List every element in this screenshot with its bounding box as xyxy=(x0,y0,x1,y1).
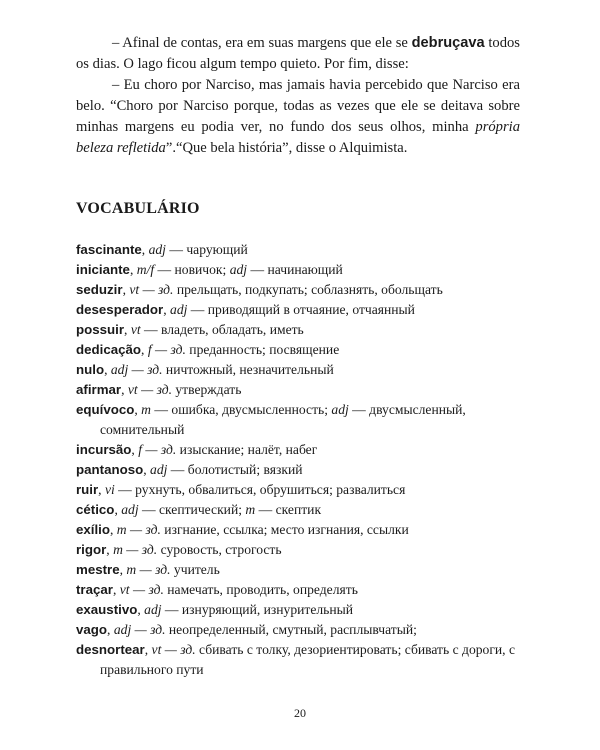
vocabulary-entry xyxy=(76,640,526,680)
vocabulary-entry xyxy=(76,380,526,400)
vocabulary-list xyxy=(76,240,526,680)
section-title: VOCABULÁRIO xyxy=(76,200,200,217)
vocabulary-entry xyxy=(76,300,526,320)
vocab-definition: — рухнуть, обвалиться, обрушиться; развалиться xyxy=(114,482,406,497)
vocab-definition: сбивать с толку, дезориентировать; сбивать с дороги, с правильного пути xyxy=(100,642,516,677)
vocabulary-entry xyxy=(76,460,526,480)
vocab-separator: , xyxy=(119,562,127,577)
vocab-definition: суровость, строгость xyxy=(157,542,282,557)
vocab-separator: , xyxy=(107,622,114,637)
vocab-separator: , xyxy=(141,342,148,357)
vocab-definition: — владеть, обладать, иметь xyxy=(140,322,304,337)
vocab-separator: , xyxy=(112,582,120,597)
vocab-grammar: m xyxy=(245,502,256,517)
vocab-separator: , xyxy=(110,522,117,537)
vocab-grammar: vt — зд. xyxy=(129,282,174,297)
vocabulary-entry xyxy=(76,500,526,520)
intro-paragraph-2 xyxy=(76,75,520,159)
vocab-definition: — новичок; xyxy=(154,262,230,277)
vocab-term: desesperador xyxy=(76,302,164,317)
vocab-term: fascinante xyxy=(76,242,142,257)
vocabulary-entry xyxy=(76,320,526,340)
vocab-grammar: m/f xyxy=(136,262,155,277)
vocabulary-entry xyxy=(76,400,526,440)
vocab-term: ruir xyxy=(76,482,99,497)
vocab-separator: , xyxy=(121,382,128,397)
vocab-grammar: m — зд. xyxy=(116,522,161,537)
intro-p1-text: – Afinal de contas, era em suas margens que ele se xyxy=(112,35,412,51)
vocab-grammar: vt — зд. xyxy=(127,382,172,397)
intro-p2-italic: própria beleza refletida xyxy=(76,119,520,156)
vocab-term: seduzir xyxy=(76,282,123,297)
vocab-term: equívoco xyxy=(76,402,135,417)
vocab-grammar: vi xyxy=(104,482,115,497)
vocabulary-entry xyxy=(76,340,526,360)
vocab-grammar: f — зд. xyxy=(147,342,186,357)
vocabulary-entry xyxy=(76,580,526,600)
vocabulary-entry xyxy=(76,600,526,620)
vocab-term: afirmar xyxy=(76,382,122,397)
vocab-separator: , xyxy=(124,322,131,337)
vocab-grammar: adj xyxy=(148,242,166,257)
vocab-definition: неопределенный, смутный, расплывчатый; xyxy=(165,622,417,637)
vocab-term: desnortear xyxy=(76,642,145,657)
intro-text xyxy=(76,33,520,159)
vocabulary-entry xyxy=(76,440,526,460)
vocab-grammar: adj xyxy=(229,262,248,277)
vocab-grammar: f — зд. xyxy=(138,442,177,457)
vocab-grammar: adj — зд. xyxy=(110,362,163,377)
vocabulary-entry xyxy=(76,520,526,540)
vocab-grammar: adj xyxy=(170,302,188,317)
vocab-separator: , xyxy=(143,462,151,477)
vocab-separator: , xyxy=(122,282,130,297)
vocab-separator: , xyxy=(129,262,137,277)
vocab-term: dedicação xyxy=(76,342,142,357)
intro-p1-bold-word: debruçava xyxy=(411,35,485,51)
vocab-grammar: m xyxy=(141,402,151,417)
page-number: 20 xyxy=(294,706,306,720)
vocab-definition: — чарующий xyxy=(165,242,248,257)
vocab-grammar: vt — зд. xyxy=(151,642,196,657)
vocab-grammar: vt xyxy=(130,322,141,337)
intro-p2-text-end: ”.“Que bela história”, disse o Alquimista. xyxy=(165,140,408,156)
vocab-separator: , xyxy=(137,602,145,617)
vocab-definition: преданность; посвящение xyxy=(185,342,340,357)
vocab-term: iniciante xyxy=(76,262,130,277)
vocab-definition: — двусмысленный, сомнительный xyxy=(100,402,466,437)
vocab-definition: — скептик xyxy=(255,502,322,517)
vocab-definition: изыскание; налёт, набег xyxy=(176,442,318,457)
vocab-grammar: m — зд. xyxy=(126,562,171,577)
vocab-term: vago xyxy=(76,622,108,637)
vocabulary-entry xyxy=(76,540,526,560)
vocab-separator: , xyxy=(98,482,105,497)
vocab-definition: намечать, проводить, определять xyxy=(163,582,358,597)
vocab-grammar: vt — зд. xyxy=(119,582,164,597)
vocab-definition: учитель xyxy=(170,562,220,577)
vocab-separator: , xyxy=(106,542,114,557)
vocabulary-entry xyxy=(76,240,526,260)
vocab-term: incursão xyxy=(76,442,132,457)
vocab-term: possuir xyxy=(76,322,125,337)
vocab-separator: , xyxy=(163,302,171,317)
vocab-term: traçar xyxy=(76,582,113,597)
vocab-definition: прельщать, подкупать; соблазнять, обольщать xyxy=(173,282,443,297)
intro-p2-text: – Eu choro por Narciso, mas jamais havia percebido que Narciso era belo. “Choro por Narciso porque, todas as vezes que ele se deitava sobre minhas margens eu podia ver, no fundo dos seus olhos, minha xyxy=(76,77,520,135)
vocab-separator: , xyxy=(114,502,122,517)
vocab-term: exílio xyxy=(76,522,110,537)
vocab-term: pantanoso xyxy=(76,462,144,477)
vocab-definition: — начинающий xyxy=(247,262,343,277)
vocab-grammar: adj — зд. xyxy=(113,622,166,637)
vocab-definition: ничтожный, незначительный xyxy=(162,362,334,377)
vocab-definition: — изнуряющий, изнурительный xyxy=(161,602,354,617)
vocabulary-entry xyxy=(76,260,526,280)
vocab-definition: — скептический; xyxy=(138,502,246,517)
vocab-separator: , xyxy=(134,402,142,417)
vocab-term: mestre xyxy=(76,562,120,577)
vocab-separator: , xyxy=(144,642,152,657)
vocab-grammar: adj xyxy=(144,602,162,617)
vocab-separator: , xyxy=(104,362,111,377)
vocab-term: nulo xyxy=(76,362,105,377)
vocab-definition: — приводящий в отчаяние, отчаянный xyxy=(187,302,415,317)
vocab-separator: , xyxy=(141,242,149,257)
vocab-grammar: adj xyxy=(331,402,349,417)
vocabulary-entry xyxy=(76,280,526,300)
vocab-definition: — болотистый; вязкий xyxy=(167,462,303,477)
vocab-definition: изгнание, ссылка; место изгнания, ссылки xyxy=(160,522,409,537)
vocab-separator: , xyxy=(131,442,139,457)
intro-paragraph-1 xyxy=(76,33,520,75)
intro-p1-text-end: todos os dias. O lago ficou algum tempo quieto. Por fim, disse: xyxy=(76,35,520,72)
vocabulary-entry xyxy=(76,360,526,380)
vocab-term: rigor xyxy=(76,542,107,557)
vocabulary-entry xyxy=(76,480,526,500)
vocabulary-entry xyxy=(76,560,526,580)
vocab-grammar: adj xyxy=(121,502,139,517)
vocab-definition: утверждать xyxy=(171,382,242,397)
vocabulary-entry xyxy=(76,620,526,640)
vocab-grammar: adj xyxy=(150,462,168,477)
vocab-grammar: m — зд. xyxy=(113,542,158,557)
vocab-term: cético xyxy=(76,502,115,517)
vocab-definition: — ошибка, двусмысленность; xyxy=(151,402,332,417)
vocab-term: exaustivo xyxy=(76,602,138,617)
